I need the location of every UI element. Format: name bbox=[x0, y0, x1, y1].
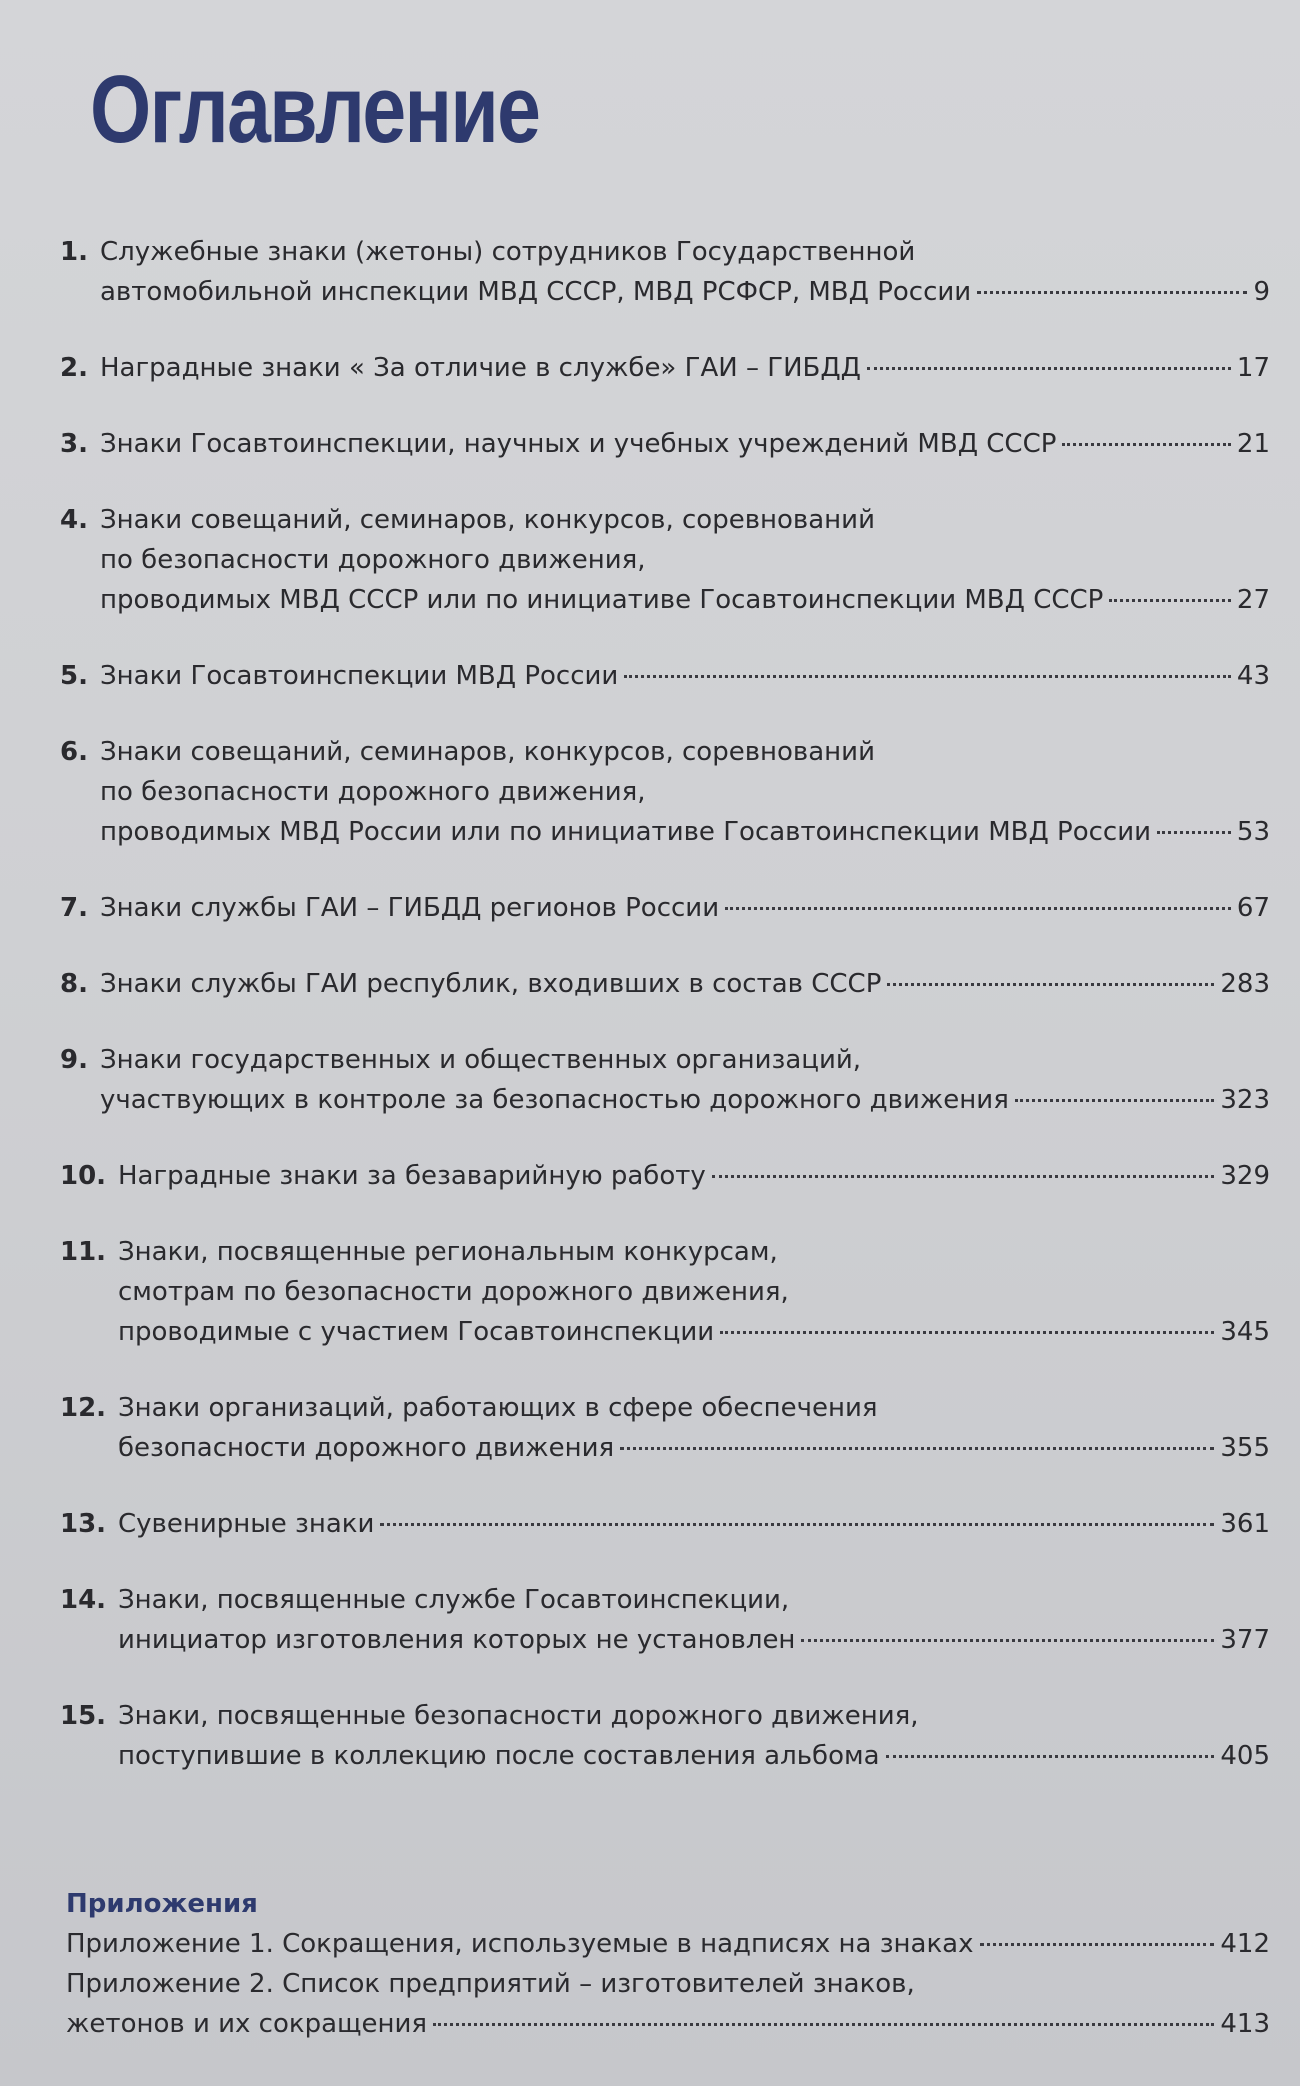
entry-last-line bbox=[100, 272, 1270, 312]
dot-leader bbox=[624, 675, 1231, 678]
entry-last-line bbox=[118, 1736, 1270, 1776]
dot-leader bbox=[1109, 599, 1231, 602]
entry-line: смотрам по безопасности дорожного движения, bbox=[118, 1277, 789, 1307]
entry-text: Наградные знаки « За отличие в службе» ГАИ – ГИБДД bbox=[100, 353, 861, 383]
entry-last-line bbox=[118, 1620, 1270, 1660]
dot-leader bbox=[720, 1331, 1214, 1334]
toc-entry bbox=[60, 1504, 1270, 1544]
toc-entry bbox=[60, 732, 1270, 852]
page-number: 53 bbox=[1236, 817, 1270, 847]
entry-last-line bbox=[100, 348, 1270, 388]
page-number: 412 bbox=[1220, 1929, 1270, 1959]
toc-entry bbox=[60, 1156, 1270, 1196]
page-number: 377 bbox=[1220, 1625, 1270, 1655]
entry-body bbox=[100, 656, 1270, 696]
entry-body bbox=[100, 500, 1270, 620]
dot-leader bbox=[1015, 1099, 1215, 1102]
page-number: 283 bbox=[1220, 969, 1270, 999]
entry-number: 4. bbox=[60, 505, 88, 535]
entry-line: Знаки, посвященные региональным конкурсам, bbox=[118, 1237, 778, 1267]
entry-number: 14. bbox=[60, 1585, 107, 1615]
entry-last-line bbox=[100, 812, 1270, 852]
dot-leader bbox=[1062, 443, 1230, 446]
page-number: 27 bbox=[1236, 585, 1270, 615]
entry-number: 7. bbox=[60, 893, 88, 923]
toc-entry bbox=[60, 1232, 1270, 1352]
entry-line: Служебные знаки (жетоны) сотрудников Государственной bbox=[100, 237, 916, 267]
entry-last-line bbox=[66, 1924, 1270, 1964]
entry-text: проводимых МВД СССР или по инициативе Госавтоинспекции МВД СССР bbox=[100, 585, 1104, 615]
entry-number: 1. bbox=[60, 237, 88, 267]
dot-leader bbox=[887, 983, 1214, 986]
entry-body bbox=[118, 1696, 1270, 1776]
entry-number: 10. bbox=[60, 1161, 107, 1191]
entry-text: Знаки Госавтоинспекции МВД России bbox=[100, 661, 619, 691]
entry-body bbox=[100, 732, 1270, 852]
toc-entry bbox=[60, 1580, 1270, 1660]
page-number: 329 bbox=[1220, 1161, 1270, 1191]
dot-leader bbox=[801, 1639, 1214, 1642]
entry-last-line bbox=[118, 1156, 1270, 1196]
entry-text: Наградные знаки за безаварийную работу bbox=[118, 1161, 706, 1191]
entry-text: Знаки службы ГАИ республик, входивших в состав СССР bbox=[100, 969, 882, 999]
entry-number: 5. bbox=[60, 661, 88, 691]
page-number: 67 bbox=[1236, 893, 1270, 923]
entry-last-line bbox=[100, 964, 1270, 1004]
dot-leader bbox=[620, 1447, 1214, 1450]
dot-leader bbox=[886, 1755, 1215, 1758]
toc-list bbox=[60, 232, 1270, 1812]
entry-number: 15. bbox=[60, 1701, 107, 1731]
entry-body bbox=[118, 1388, 1270, 1468]
toc-entry bbox=[60, 656, 1270, 696]
toc-entry bbox=[60, 348, 1270, 388]
entry-number: 12. bbox=[60, 1393, 107, 1423]
toc-entry bbox=[60, 964, 1270, 1004]
toc-entry bbox=[60, 1696, 1270, 1776]
entry-last-line bbox=[100, 1080, 1270, 1120]
entry-line: Знаки, посвященные безопасности дорожного движения, bbox=[118, 1701, 919, 1731]
entry-last-line bbox=[66, 2004, 1270, 2044]
entry-text: жетонов и их сокращения bbox=[66, 2009, 428, 2039]
entry-last-line bbox=[118, 1428, 1270, 1468]
entry-number: 11. bbox=[60, 1237, 107, 1267]
entry-last-line bbox=[100, 580, 1270, 620]
page-number: 43 bbox=[1236, 661, 1270, 691]
page-number: 17 bbox=[1236, 353, 1270, 383]
appendix-item bbox=[66, 1964, 1270, 2044]
entry-last-line bbox=[100, 656, 1270, 696]
entry-body bbox=[118, 1156, 1270, 1196]
dot-leader bbox=[980, 1943, 1215, 1946]
dot-leader bbox=[380, 1523, 1214, 1526]
entry-body bbox=[100, 1040, 1270, 1120]
toc-entry bbox=[60, 888, 1270, 928]
entry-last-line bbox=[100, 424, 1270, 464]
entry-line: Знаки совещаний, семинаров, конкурсов, соревнований bbox=[100, 505, 875, 535]
entry-text: проводимых МВД России или по инициативе Госавтоинспекции МВД России bbox=[100, 817, 1152, 847]
entry-text: Знаки службы ГАИ – ГИБДД регионов России bbox=[100, 893, 720, 923]
page-number: 323 bbox=[1220, 1085, 1270, 1115]
entry-body bbox=[118, 1580, 1270, 1660]
appendix-section bbox=[66, 1884, 1270, 2044]
entry-text: Знаки Госавтоинспекции, научных и учебных учреждений МВД СССР bbox=[100, 429, 1057, 459]
entry-text: поступившие в коллекцию после составления альбома bbox=[118, 1741, 880, 1771]
entry-line: по безопасности дорожного движения, bbox=[100, 777, 646, 807]
page-number: 21 bbox=[1236, 429, 1270, 459]
entry-number: 13. bbox=[60, 1509, 107, 1539]
entry-body bbox=[100, 232, 1270, 312]
entry-last-line bbox=[100, 888, 1270, 928]
page-number: 405 bbox=[1220, 1741, 1270, 1771]
page-number: 361 bbox=[1220, 1509, 1270, 1539]
entry-number: 8. bbox=[60, 969, 88, 999]
entry-number: 2. bbox=[60, 353, 88, 383]
appendix-heading: Приложения bbox=[66, 1889, 258, 1919]
entry-line: по безопасности дорожного движения, bbox=[100, 545, 646, 575]
toc-entry bbox=[60, 1040, 1270, 1120]
entry-body bbox=[118, 1504, 1270, 1544]
toc-entry bbox=[60, 500, 1270, 620]
entry-line: Знаки совещаний, семинаров, конкурсов, соревнований bbox=[100, 737, 875, 767]
page-number: 9 bbox=[1253, 277, 1270, 307]
dot-leader bbox=[1157, 831, 1231, 834]
page-title: Оглавление bbox=[90, 56, 540, 163]
page-number: 355 bbox=[1220, 1433, 1270, 1463]
dot-leader bbox=[433, 2023, 1214, 2026]
entry-text: участвующих в контроле за безопасностью дорожного движения bbox=[100, 1085, 1009, 1115]
page-number: 345 bbox=[1220, 1317, 1270, 1347]
toc-entry bbox=[60, 1388, 1270, 1468]
entry-last-line bbox=[118, 1312, 1270, 1352]
entry-number: 3. bbox=[60, 429, 88, 459]
toc-entry bbox=[60, 232, 1270, 312]
entry-body bbox=[118, 1232, 1270, 1352]
entry-last-line bbox=[118, 1504, 1270, 1544]
appendix-item bbox=[66, 1924, 1270, 1964]
entry-text: инициатор изготовления которых не установлен bbox=[118, 1625, 796, 1655]
entry-line: Знаки организаций, работающих в сфере обеспечения bbox=[118, 1393, 878, 1423]
entry-number: 9. bbox=[60, 1045, 88, 1075]
dot-leader bbox=[867, 367, 1231, 370]
entry-line: Приложение 2. Список предприятий – изготовителей знаков, bbox=[66, 1969, 915, 1999]
entry-text: Приложение 1. Сокращения, используемые в надписях на знаках bbox=[66, 1929, 974, 1959]
entry-body bbox=[100, 964, 1270, 1004]
entry-body bbox=[100, 348, 1270, 388]
entry-body bbox=[100, 424, 1270, 464]
entry-text: проводимые с участием Госавтоинспекции bbox=[118, 1317, 715, 1347]
entry-body bbox=[100, 888, 1270, 928]
dot-leader bbox=[712, 1175, 1215, 1178]
entry-number: 6. bbox=[60, 737, 88, 767]
appendix-items bbox=[66, 1924, 1270, 2044]
entry-line: Знаки государственных и общественных организаций, bbox=[100, 1045, 862, 1075]
entry-text: безопасности дорожного движения bbox=[118, 1433, 615, 1463]
toc-entry bbox=[60, 424, 1270, 464]
entry-line: Знаки, посвященные службе Госавтоинспекции, bbox=[118, 1585, 790, 1615]
entry-text: автомобильной инспекции МВД СССР, МВД РСФСР, МВД России bbox=[100, 277, 972, 307]
entry-text: Сувенирные знаки bbox=[118, 1509, 375, 1539]
page-number: 413 bbox=[1220, 2009, 1270, 2039]
dot-leader bbox=[725, 907, 1231, 910]
dot-leader bbox=[977, 291, 1247, 294]
